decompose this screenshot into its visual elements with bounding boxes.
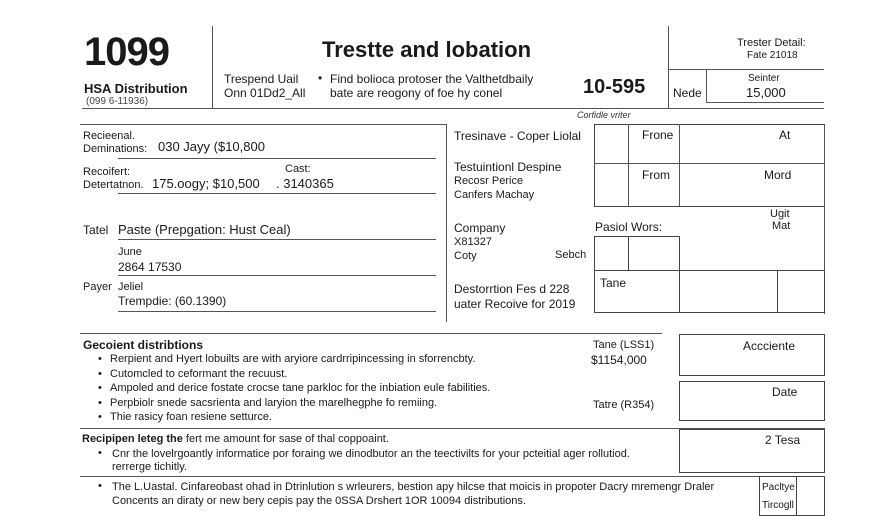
senior-label: Seinter: [748, 73, 780, 84]
company-label: Company: [454, 221, 506, 235]
city-label: Coty: [454, 250, 477, 262]
r2-value[interactable]: Mord: [764, 168, 792, 182]
partial-label: Pasiol Wors:: [595, 220, 663, 234]
recipient-heading: [82, 433, 389, 445]
row1-label-line2: Deminations:: [83, 143, 148, 155]
amount2-label: Tatre (R354): [593, 399, 655, 411]
header-bullet-line2: bate are reogony of foe hy conel: [330, 86, 503, 100]
right-subtitle: Fate 21018: [747, 50, 798, 61]
node-label: Nede: [673, 86, 702, 100]
row3-label: Tatel: [83, 223, 109, 237]
row2-value[interactable]: 175.oogy; $10,500: [152, 176, 260, 191]
list-item: • Ampoled and derice fostate crocse tane parkloc for the inbiation eule fabilities.: [92, 381, 490, 396]
list-item: • Perpbiolr snede sacsrienta and laryion the marelhegphe fo remiing.: [92, 396, 490, 411]
header-bullet-icon: •: [318, 71, 323, 85]
node-divider: [706, 69, 707, 103]
header-divider-right: [668, 26, 669, 108]
row4-line2[interactable]: 2864 17530: [118, 260, 182, 274]
row1-underline: [118, 158, 436, 159]
recipient-bullet-line1: Cnr the lovelrgoantly informatice por foraing we dinodbutor an the teectivilts for your pcteitial ager rollutiod.: [112, 448, 630, 460]
amount-label: Tane (LSS1): [593, 339, 655, 351]
middle-line-3: Canfers Machay: [454, 189, 535, 201]
row1-label-line1: Recieenal.: [83, 130, 135, 142]
header-bullet-line1: Find bolioca protoser the Valthetdbaily: [330, 72, 534, 86]
tane-box-mid[interactable]: [679, 270, 778, 313]
payer-label: Payer: [83, 281, 112, 293]
footer-box-line2: Tircogll: [762, 500, 794, 511]
dist-line1: Destorrtion Fes d 228: [454, 282, 570, 296]
amount-value[interactable]: $1154,000: [591, 353, 647, 367]
row1-value[interactable]: 030 Jayy ($10,800: [158, 139, 265, 154]
list-item: • Rerpient and Hyert lobuilts are with aryiore cardrripincessing in sforrencbty.: [92, 352, 490, 367]
tesa-box[interactable]: [679, 429, 825, 473]
date-box[interactable]: [679, 381, 825, 421]
company-id[interactable]: X81327: [454, 236, 492, 248]
footer-box-right[interactable]: [796, 476, 825, 516]
dist-line2: uater Recoive for 2019: [454, 297, 576, 311]
unit-line1: Ugit: [770, 208, 790, 220]
recipient-heading-bold: Recipipen leteg the: [82, 433, 183, 445]
senior-value: 15,000: [746, 85, 786, 100]
form-number: 1099: [84, 30, 169, 74]
unit-line2: Mat: [772, 220, 791, 232]
form-code: (099 6-11936): [86, 96, 149, 107]
middle-line-2: Recosr Perice: [454, 175, 524, 187]
row2-underline: [118, 193, 436, 194]
panel-divider: [446, 124, 447, 322]
accciente-label: Accciente: [743, 339, 796, 353]
recipient-bullet-line2: rerrerge tichitly.: [112, 461, 187, 473]
sub-left-line1: Trespend Uail: [224, 72, 299, 86]
r1-label: Frone: [642, 128, 674, 142]
grid-col1: [628, 124, 629, 207]
panel-top-line: [80, 124, 446, 125]
dist-top-line: [80, 333, 662, 334]
r1-value[interactable]: At: [779, 128, 791, 142]
header-bottom-line: [212, 108, 824, 109]
row2-label-line2: Detertatnon.: [83, 179, 144, 191]
row4-line1: June: [118, 246, 142, 258]
recipient-bullet-icon: •: [98, 447, 102, 459]
header-left-underline: [82, 108, 212, 109]
partial-box-a[interactable]: [594, 236, 629, 271]
right-title: Trester Detail:: [737, 37, 806, 49]
footer-bullet-line1: The L.Uastal. Cinfareobast ohad in Dtrinlution s wrleurers, bestion apy hilcse that moicis in propoter Dacry mremengr Draler: [112, 481, 715, 493]
header-divider-left: [212, 26, 213, 108]
footer-bullet-line2: Concents an diraty or new bery cepis pay the 0SSA Drshert 1OR 10094 distributions.: [112, 495, 526, 507]
tane-label: Tane: [600, 276, 627, 290]
row3-underline: [118, 239, 436, 240]
row4-underline: [118, 275, 436, 276]
date-label: Date: [772, 385, 798, 399]
middle-line-1: Testuintionl Despine: [454, 160, 562, 174]
senior-bottom-line: [706, 102, 824, 103]
recipient-heading-rest: fert me amount for sase of thal coppoaint.: [185, 433, 389, 445]
r2-label: From: [642, 168, 670, 182]
tane-box-right[interactable]: [777, 270, 825, 313]
row3-value[interactable]: Paste (Prepgation: Hust Ceal): [118, 222, 291, 237]
omb-number: 10-595: [583, 76, 646, 98]
distributions-list: [92, 352, 490, 425]
payer-line1: Jeliel: [118, 281, 144, 293]
cash-value[interactable]: . 3140365: [276, 176, 334, 191]
state-label: Sebch: [555, 249, 587, 261]
form-name: HSA Distribution: [84, 81, 188, 96]
row5-underline: [118, 311, 436, 312]
distributions-heading: Gecoient distribtions: [83, 338, 204, 352]
grid-row-split: [594, 163, 825, 164]
list-item: • Thie rasicy foan resiene setturce.: [92, 410, 490, 425]
grid-col2: [679, 124, 680, 207]
list-item: • Cutomcled to ceformant the recuust.: [92, 367, 490, 382]
right-header-line: [668, 69, 824, 70]
footer-box-line1: Pacltye: [762, 482, 795, 493]
form-title: Trestte and lobation: [322, 37, 532, 62]
caption: Corfidle vriter: [577, 110, 631, 120]
tesa-label: 2 Tesa: [765, 433, 801, 447]
sub-left-line2: Onn 01Dd2_All: [224, 86, 306, 100]
footer-bullet-icon: •: [98, 480, 102, 492]
middle-title: Tresinave - Coper Liolal: [454, 129, 581, 143]
recipient-bottom-line: [80, 476, 760, 477]
payer-line2[interactable]: Trempdie: (60.1390): [118, 294, 227, 308]
cash-label: Cast:: [285, 163, 311, 175]
partial-box-b[interactable]: [628, 236, 680, 271]
row2-label-line1: Recoifert:: [83, 166, 131, 178]
